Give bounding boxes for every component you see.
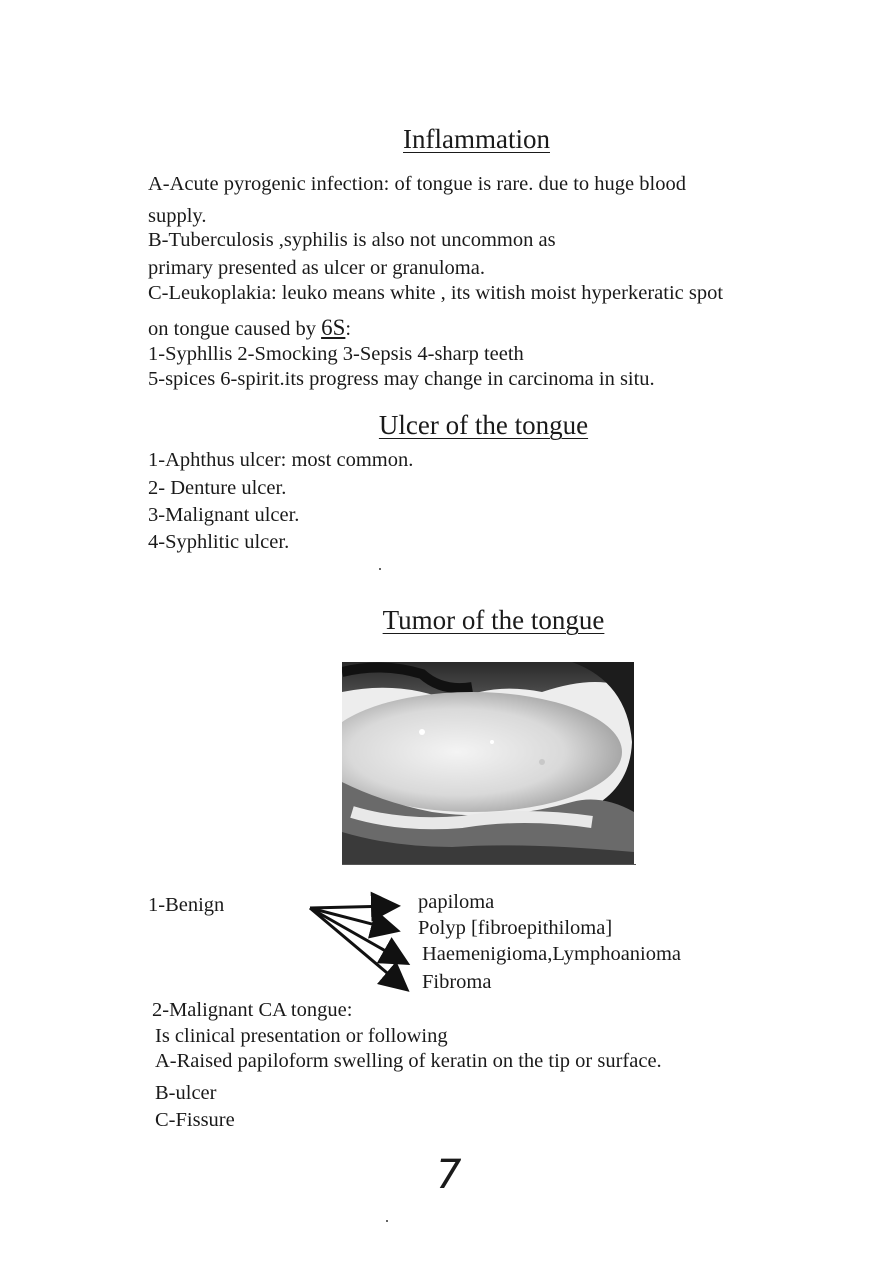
- tongue-photo-drawing: [342, 662, 634, 864]
- scan-speck: [386, 1220, 388, 1222]
- page-number: 7: [436, 1152, 462, 1198]
- benign-arrows-icon: [300, 890, 420, 1000]
- malignant-line: 2-Malignant CA tongue:: [152, 999, 353, 1021]
- benign-type: papiloma: [418, 891, 495, 913]
- benign-label: 1-Benign: [148, 894, 225, 916]
- ulcer-item: 3-Malignant ulcer.: [148, 504, 300, 526]
- inflammation-line: C-Leukoplakia: leuko means white , its witish moist hyperkeratic spot: [148, 282, 724, 304]
- benign-type: Fibroma: [422, 971, 492, 993]
- inflammation-line: 1-Syphllis 2-Smocking 3-Sepsis 4-sharp teeth: [148, 343, 524, 365]
- inflammation-line: primary presented as ulcer or granuloma.: [148, 257, 485, 279]
- malignant-line: B-ulcer: [155, 1082, 217, 1104]
- six-s-label: 6S: [321, 315, 346, 340]
- ulcer-item: 1-Aphthus ulcer: most common.: [148, 449, 414, 471]
- heading-ulcer: Ulcer of the tongue: [378, 410, 589, 440]
- malignant-line: C-Fissure: [155, 1109, 235, 1131]
- tongue-photo: [342, 662, 634, 864]
- ulcer-item: 2- Denture ulcer.: [148, 477, 287, 499]
- malignant-line: Is clinical presentation or following: [155, 1025, 448, 1047]
- colon: :: [345, 318, 352, 340]
- benign-type: Polyp [fibroepithiloma]: [418, 917, 613, 939]
- inflammation-line: 5-spices 6-spirit.its progress may change in carcinoma in situ.: [148, 368, 655, 390]
- heading-inflammation: Inflammation: [403, 124, 550, 154]
- photo-underline: [342, 864, 636, 865]
- inflammation-line: supply.: [148, 205, 207, 227]
- inflammation-line: A-Acute pyrogenic infection: of tongue is rare. due to huge blood: [148, 173, 686, 195]
- inflammation-line-causes: [148, 316, 351, 340]
- benign-type: Haemenigioma,Lymphoanioma: [422, 943, 682, 965]
- scan-speck: [379, 568, 381, 570]
- ulcer-item: 4-Syphlitic ulcer.: [148, 531, 290, 553]
- inflammation-line: B-Tuberculosis ,syphilis is also not uncommon as: [148, 229, 556, 251]
- causes-text: on tongue caused by: [148, 318, 322, 340]
- heading-tumor: Tumor of the tongue: [382, 605, 605, 635]
- malignant-line: A-Raised papiloform swelling of keratin on the tip or surface.: [155, 1050, 662, 1072]
